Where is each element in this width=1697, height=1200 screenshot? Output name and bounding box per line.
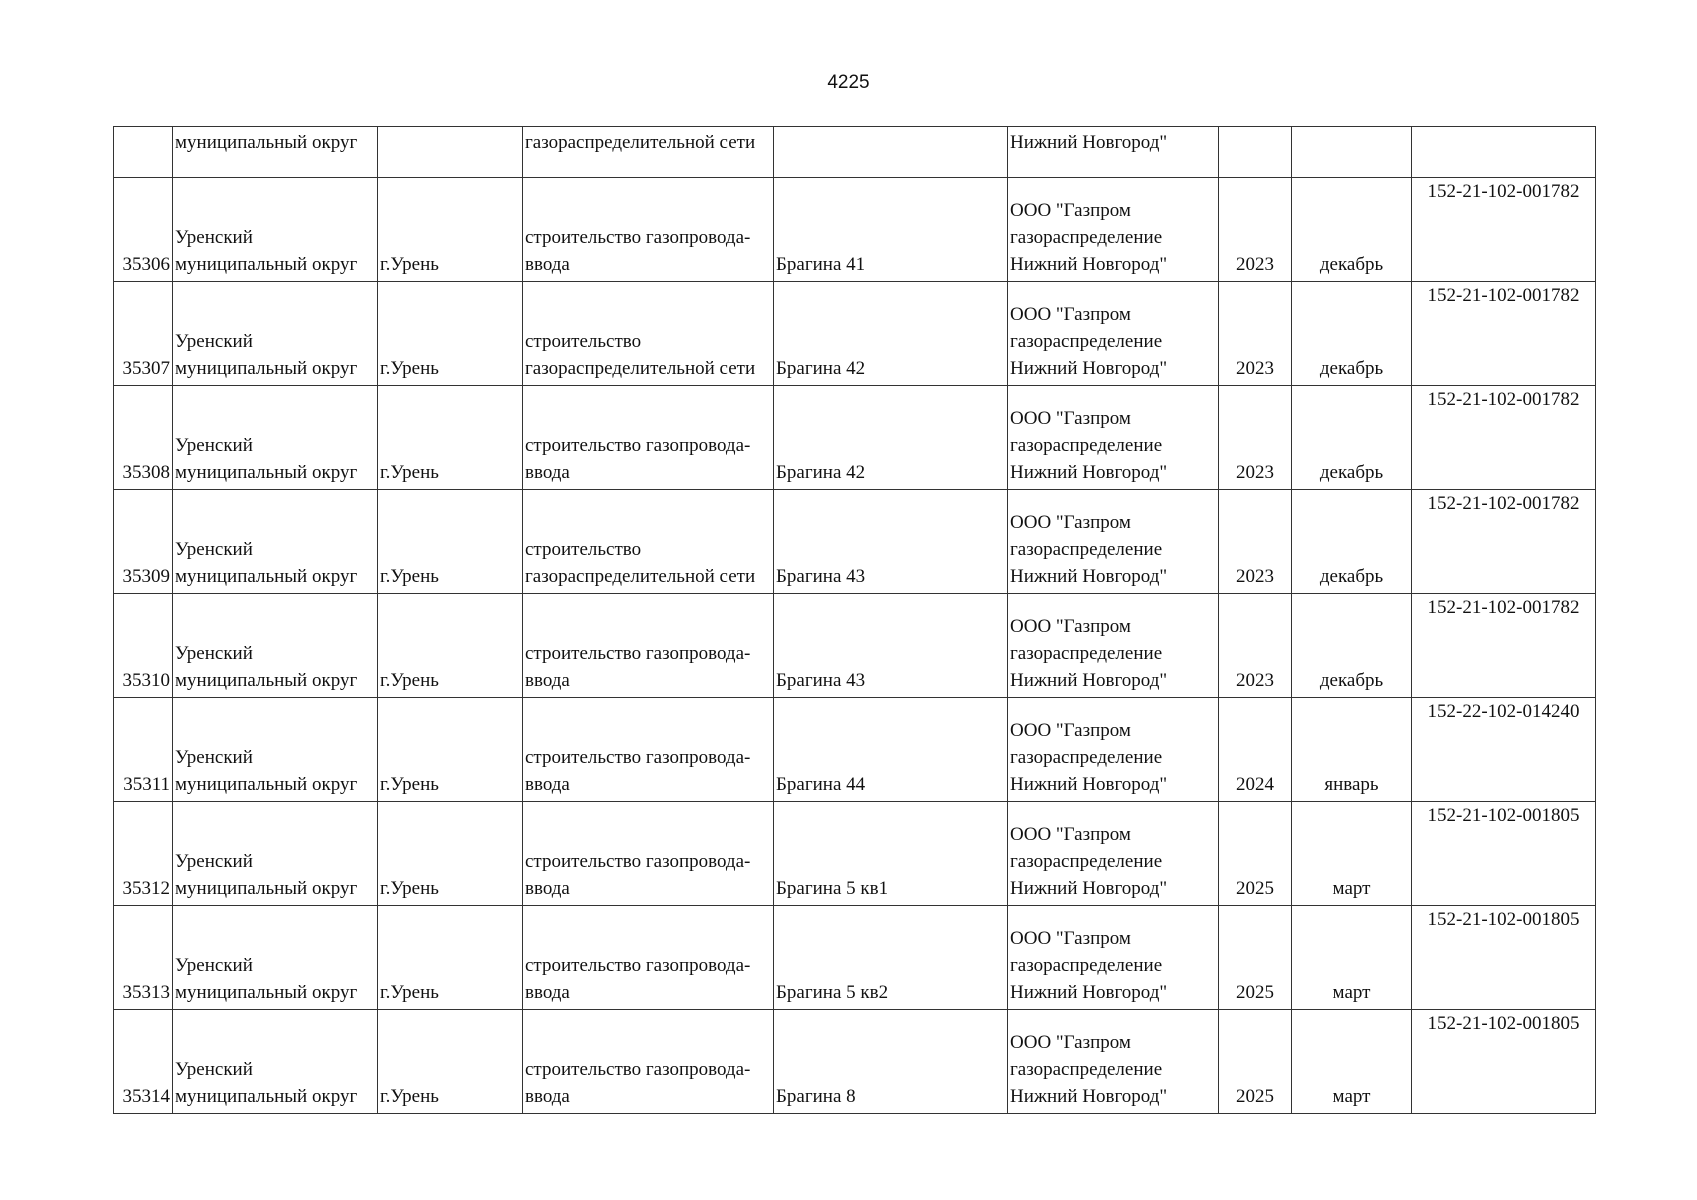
cell-code <box>1412 594 1596 698</box>
permit-code: 152-21-102-001782 <box>1427 597 1580 618</box>
operator-line-2: газораспределение <box>1010 643 1163 664</box>
cell-id <box>114 490 173 594</box>
row-id: 35306 <box>122 254 170 275</box>
year: 2023 <box>1236 254 1274 275</box>
work-line-2: газораспределительной сети <box>525 358 756 379</box>
cell-district <box>173 906 378 1010</box>
cell-code <box>1412 282 1596 386</box>
table-row <box>114 282 1596 386</box>
cell-locality <box>378 178 523 282</box>
district-line-2: муниципальный округ <box>175 878 358 899</box>
cell-id <box>114 594 173 698</box>
cell-address <box>774 698 1008 802</box>
work-line-1: строительство газопровода- <box>525 643 751 664</box>
cell-work: газораспределительной сети <box>523 127 774 178</box>
work-line-2: газораспределительной сети <box>525 566 756 587</box>
cell-locality <box>378 698 523 802</box>
cell-address <box>774 386 1008 490</box>
district-line-2: муниципальный округ <box>175 982 358 1003</box>
gasification-registry-table <box>113 126 1596 1114</box>
operator-line-1: ООО "Газпром <box>1010 616 1131 637</box>
cell-month <box>1292 906 1412 1010</box>
district-line-2: муниципальный округ <box>175 670 358 691</box>
district-line-1: Уренский <box>175 539 253 560</box>
cell-id <box>114 802 173 906</box>
cell-code <box>1412 127 1596 178</box>
cell-code <box>1412 386 1596 490</box>
address: Брагина 43 <box>776 670 866 691</box>
work-line-1: строительство <box>525 539 642 560</box>
year: 2023 <box>1236 358 1274 379</box>
cell-year <box>1219 594 1292 698</box>
district-line-2: муниципальный округ <box>175 1086 358 1107</box>
address: Брагина 44 <box>776 774 866 795</box>
cell-code <box>1412 698 1596 802</box>
cell-id <box>114 1010 173 1114</box>
table-row <box>114 178 1596 282</box>
cell-operator <box>1008 178 1219 282</box>
cell-id <box>114 282 173 386</box>
district-line-2: муниципальный округ <box>175 254 358 275</box>
table-row <box>114 594 1596 698</box>
permit-code: 152-22-102-014240 <box>1427 701 1580 722</box>
cell-locality <box>378 386 523 490</box>
table-row <box>114 490 1596 594</box>
cell-id <box>114 178 173 282</box>
year: 2025 <box>1236 1086 1274 1107</box>
cell-locality <box>378 490 523 594</box>
operator-line-3: Нижний Новгород" <box>1010 462 1168 483</box>
year: 2025 <box>1236 982 1274 1003</box>
address: Брагина 42 <box>776 358 866 379</box>
month: март <box>1332 1086 1371 1107</box>
cell-work <box>523 490 774 594</box>
work-line-1: строительство газопровода- <box>525 955 751 976</box>
cell-district: муниципальный округ <box>173 127 378 178</box>
cell-month <box>1292 490 1412 594</box>
district-line-1: Уренский <box>175 435 253 456</box>
row-id: 35308 <box>122 462 170 483</box>
address: Брагина 42 <box>776 462 866 483</box>
row-id: 35311 <box>123 774 170 795</box>
cell-address <box>774 594 1008 698</box>
table-row <box>114 906 1596 1010</box>
row-id: 35310 <box>122 670 170 691</box>
address: Брагина 8 <box>776 1086 856 1107</box>
row-id: 35309 <box>122 566 170 587</box>
work-line-2: ввода <box>525 254 570 275</box>
year: 2024 <box>1236 774 1274 795</box>
cell-month <box>1292 698 1412 802</box>
district-line-2: муниципальный округ <box>175 566 358 587</box>
work-line-2: ввода <box>525 1086 570 1107</box>
cell-district <box>173 698 378 802</box>
cell-month <box>1292 594 1412 698</box>
operator-line-3: Нижний Новгород" <box>1010 358 1168 379</box>
operator-line-2: газораспределение <box>1010 539 1163 560</box>
cell-locality <box>378 802 523 906</box>
operator-line-3: Нижний Новгород" <box>1010 1086 1168 1107</box>
work-line-1: строительство газопровода- <box>525 435 751 456</box>
cell-district <box>173 594 378 698</box>
operator-line-2: газораспределение <box>1010 1059 1163 1080</box>
district-line-1: Уренский <box>175 331 253 352</box>
cell-id <box>114 906 173 1010</box>
address: Брагина 41 <box>776 254 866 275</box>
operator-line-2: газораспределение <box>1010 331 1163 352</box>
work-line-1: строительство газопровода- <box>525 1059 751 1080</box>
operator-line-1: ООО "Газпром <box>1010 200 1131 221</box>
cell-address <box>774 178 1008 282</box>
cell-operator <box>1008 802 1219 906</box>
cell-year <box>1219 178 1292 282</box>
district-line-1: Уренский <box>175 643 253 664</box>
operator-line-2: газораспределение <box>1010 227 1163 248</box>
operator-line-3: Нижний Новгород" <box>1010 670 1168 691</box>
work-line-1: строительство <box>525 331 642 352</box>
cell-operator <box>1008 594 1219 698</box>
permit-code: 152-21-102-001782 <box>1427 389 1580 410</box>
year: 2025 <box>1236 878 1274 899</box>
cell-month <box>1292 386 1412 490</box>
district-line-2: муниципальный округ <box>175 358 358 379</box>
cell-work <box>523 698 774 802</box>
locality: г.Урень <box>380 774 439 795</box>
cell-year <box>1219 127 1292 178</box>
cell-work <box>523 906 774 1010</box>
month: январь <box>1324 774 1379 795</box>
cell-district <box>173 386 378 490</box>
work-line-2: ввода <box>525 462 570 483</box>
month: март <box>1332 982 1371 1003</box>
district-line-1: Уренский <box>175 1059 253 1080</box>
cell-year <box>1219 386 1292 490</box>
table-row <box>114 802 1596 906</box>
cell-locality <box>378 127 523 178</box>
cell-operator: Нижний Новгород" <box>1008 127 1219 178</box>
cell-operator <box>1008 490 1219 594</box>
permit-code: 152-21-102-001782 <box>1427 181 1580 202</box>
cell-district <box>173 178 378 282</box>
month: декабрь <box>1319 462 1384 483</box>
permit-code: 152-21-102-001805 <box>1427 1013 1580 1034</box>
permit-code: 152-21-102-001805 <box>1427 805 1580 826</box>
cell-district <box>173 282 378 386</box>
cell-address <box>774 906 1008 1010</box>
operator-line-3: Нижний Новгород" <box>1010 566 1168 587</box>
locality: г.Урень <box>380 1086 439 1107</box>
page-number: 4225 <box>827 72 870 93</box>
cell-locality <box>378 1010 523 1114</box>
cell-month <box>1292 1010 1412 1114</box>
cell-locality <box>378 594 523 698</box>
locality: г.Урень <box>380 358 439 379</box>
work-line-1: строительство газопровода- <box>525 747 751 768</box>
operator-line-1: ООО "Газпром <box>1010 928 1131 949</box>
locality: г.Урень <box>380 254 439 275</box>
locality: г.Урень <box>380 670 439 691</box>
operator-line-1: ООО "Газпром <box>1010 824 1131 845</box>
cell-code <box>1412 490 1596 594</box>
cell-year <box>1219 906 1292 1010</box>
cell-month <box>1292 178 1412 282</box>
continued-row <box>114 127 1596 178</box>
table-row <box>114 1010 1596 1114</box>
cell-district <box>173 490 378 594</box>
cell-id <box>114 698 173 802</box>
district-line-2: муниципальный округ <box>175 774 358 795</box>
cell-operator <box>1008 282 1219 386</box>
cell-work <box>523 386 774 490</box>
cell-month <box>1292 802 1412 906</box>
cell-code <box>1412 178 1596 282</box>
cell-id <box>114 386 173 490</box>
year: 2023 <box>1236 566 1274 587</box>
cell-operator <box>1008 906 1219 1010</box>
row-id: 35313 <box>122 982 170 1003</box>
district-line-2: муниципальный округ <box>175 462 358 483</box>
cell-address <box>774 490 1008 594</box>
operator-line-3: Нижний Новгород" <box>1010 878 1168 899</box>
month: март <box>1332 878 1371 899</box>
cell-locality <box>378 282 523 386</box>
row-id: 35307 <box>122 358 170 379</box>
cell-address <box>774 127 1008 178</box>
operator-line-2: газораспределение <box>1010 955 1163 976</box>
work-line-2: ввода <box>525 774 570 795</box>
operator-line-2: газораспределение <box>1010 747 1163 768</box>
cell-code <box>1412 906 1596 1010</box>
address: Брагина 5 кв2 <box>776 982 889 1003</box>
operator-line-1: ООО "Газпром <box>1010 1032 1131 1053</box>
cell-locality <box>378 906 523 1010</box>
locality: г.Урень <box>380 878 439 899</box>
month: декабрь <box>1319 358 1384 379</box>
address: Брагина 5 кв1 <box>776 878 889 899</box>
cell-operator <box>1008 386 1219 490</box>
cell-district <box>173 1010 378 1114</box>
operator-line-2: газораспределение <box>1010 851 1163 872</box>
operator-line-3: Нижний Новгород" <box>1010 774 1168 795</box>
cell-year <box>1219 698 1292 802</box>
row-id: 35312 <box>122 878 170 899</box>
locality: г.Урень <box>380 566 439 587</box>
permit-code: 152-21-102-001805 <box>1427 909 1580 930</box>
cell-year <box>1219 802 1292 906</box>
work-line-2: ввода <box>525 878 570 899</box>
operator-line-3: Нижний Новгород" <box>1010 254 1168 275</box>
cell-work <box>523 802 774 906</box>
cell-code <box>1412 1010 1596 1114</box>
month: декабрь <box>1319 254 1384 275</box>
work-line-1: строительство газопровода- <box>525 851 751 872</box>
operator-line-2: газораспределение <box>1010 435 1163 456</box>
operator-line-3: Нижний Новгород" <box>1010 982 1168 1003</box>
month: декабрь <box>1319 566 1384 587</box>
cell-year <box>1219 490 1292 594</box>
table-row <box>114 386 1596 490</box>
work-line-2: ввода <box>525 982 570 1003</box>
operator-line-1: ООО "Газпром <box>1010 408 1131 429</box>
cell-operator <box>1008 1010 1219 1114</box>
cell-year <box>1219 1010 1292 1114</box>
work-line-2: ввода <box>525 670 570 691</box>
cell-work <box>523 594 774 698</box>
cell-year <box>1219 282 1292 386</box>
cell-code <box>1412 802 1596 906</box>
district-line-1: Уренский <box>175 227 253 248</box>
work-line-1: строительство газопровода- <box>525 227 751 248</box>
operator-line-1: ООО "Газпром <box>1010 720 1131 741</box>
table-row <box>114 698 1596 802</box>
cell-address <box>774 1010 1008 1114</box>
operator-line-1: ООО "Газпром <box>1010 304 1131 325</box>
cell-district <box>173 802 378 906</box>
cell-month <box>1292 282 1412 386</box>
locality: г.Урень <box>380 462 439 483</box>
locality: г.Урень <box>380 982 439 1003</box>
address: Брагина 43 <box>776 566 866 587</box>
year: 2023 <box>1236 462 1274 483</box>
cell-address <box>774 282 1008 386</box>
year: 2023 <box>1236 670 1274 691</box>
district-line-1: Уренский <box>175 851 253 872</box>
operator-line-1: ООО "Газпром <box>1010 512 1131 533</box>
permit-code: 152-21-102-001782 <box>1427 493 1580 514</box>
table-body <box>114 127 1596 1114</box>
cell-work <box>523 282 774 386</box>
cell-work <box>523 1010 774 1114</box>
cell-month <box>1292 127 1412 178</box>
district-line-1: Уренский <box>175 955 253 976</box>
cell-operator <box>1008 698 1219 802</box>
month: декабрь <box>1319 670 1384 691</box>
cell-work <box>523 178 774 282</box>
permit-code: 152-21-102-001782 <box>1427 285 1580 306</box>
district-line-1: Уренский <box>175 747 253 768</box>
cell-id <box>114 127 173 178</box>
row-id: 35314 <box>122 1086 170 1107</box>
cell-address <box>774 802 1008 906</box>
